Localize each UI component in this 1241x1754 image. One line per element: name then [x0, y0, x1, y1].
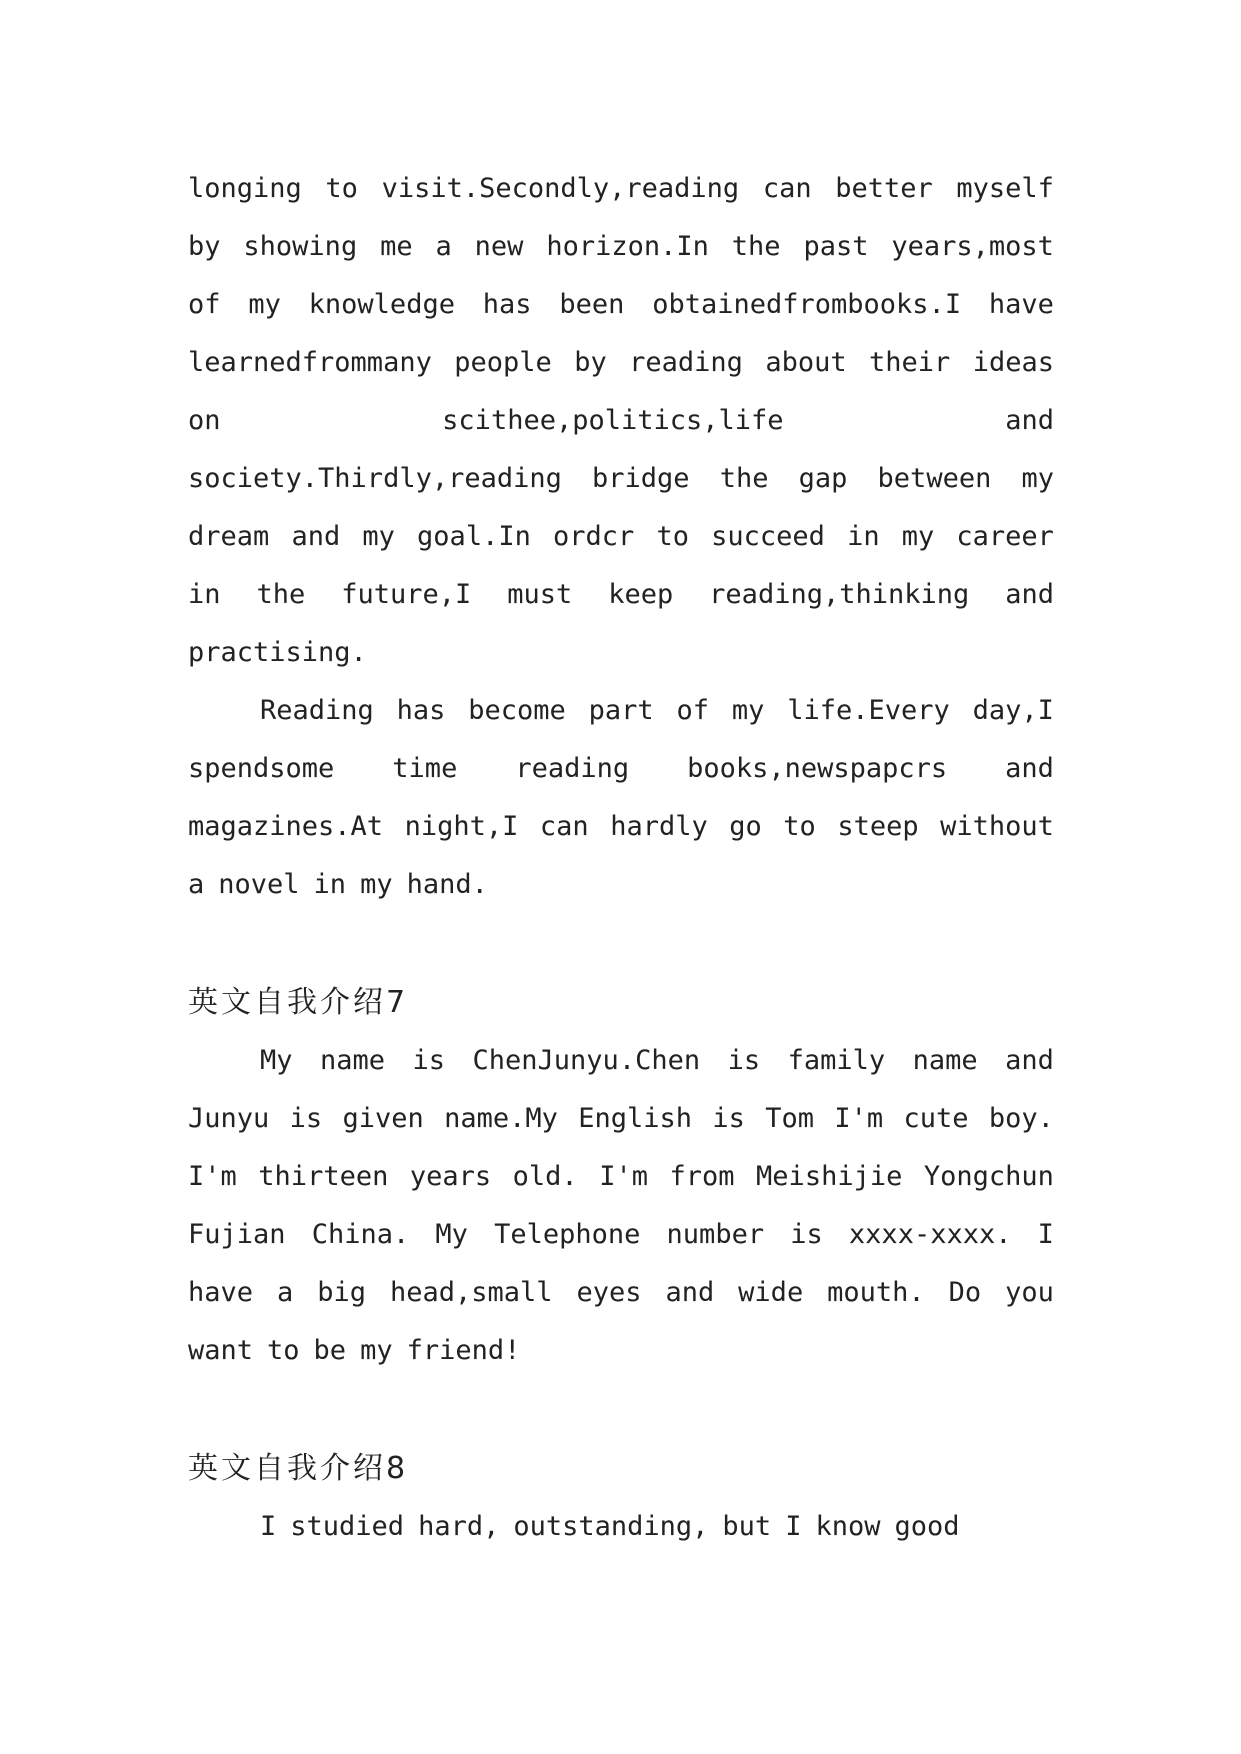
- word: can: [762, 173, 812, 204]
- word: years,most: [891, 231, 1054, 262]
- word: is: [790, 1219, 823, 1250]
- word: practising.: [188, 637, 367, 668]
- word: I'm: [188, 1161, 237, 1192]
- word: China.: [311, 1219, 410, 1250]
- word: go: [729, 811, 762, 842]
- word: years: [409, 1161, 492, 1192]
- word: and: [665, 1277, 715, 1308]
- word: reading,thinking: [709, 579, 970, 610]
- word: hard,: [418, 1511, 500, 1542]
- word: good: [894, 1511, 960, 1542]
- word: Telephone: [494, 1219, 641, 1250]
- document-body: [188, 160, 1054, 1556]
- word: by: [574, 347, 607, 378]
- word: I: [785, 1511, 802, 1542]
- word: want: [188, 1335, 254, 1366]
- text-line: [188, 566, 1054, 624]
- text-line: [188, 1498, 1054, 1556]
- word: in: [313, 869, 347, 900]
- word: hand.: [406, 869, 488, 900]
- word: I: [260, 1511, 277, 1542]
- text-line: [188, 334, 1054, 392]
- word: be: [313, 1335, 347, 1366]
- word: books,newspapcrs: [687, 753, 948, 784]
- text-line: [188, 740, 1054, 798]
- text-line: [188, 856, 1054, 914]
- word: to: [656, 521, 689, 552]
- word: dream: [188, 521, 270, 552]
- word: from: [669, 1161, 735, 1192]
- word: the: [731, 231, 781, 262]
- text-line: [188, 1090, 1054, 1148]
- word: night,I: [404, 811, 519, 842]
- paragraph: [188, 1032, 1054, 1380]
- word: life.Every: [787, 695, 950, 726]
- word: my: [360, 1335, 393, 1366]
- word: My: [435, 1219, 468, 1250]
- text-line: [188, 276, 1054, 334]
- word: name.My: [444, 1103, 558, 1134]
- word: is: [712, 1103, 745, 1134]
- section-spacer: [188, 1380, 1054, 1440]
- word: day,I: [972, 695, 1054, 726]
- word: a: [276, 1277, 294, 1308]
- word: and: [291, 521, 341, 552]
- word: and: [1005, 1045, 1054, 1076]
- word: my: [901, 521, 935, 552]
- word: to: [783, 811, 816, 842]
- text-line: [188, 508, 1054, 566]
- word: become: [468, 695, 566, 726]
- word: have: [188, 1277, 254, 1308]
- word: is: [412, 1045, 446, 1076]
- word: horizon.In: [546, 231, 709, 262]
- word: has: [482, 289, 532, 320]
- word: longing: [188, 173, 302, 204]
- word: Yongchun: [923, 1161, 1054, 1192]
- word: about: [765, 347, 847, 378]
- word: on: [188, 405, 221, 436]
- word: my: [362, 521, 395, 552]
- word: Reading: [260, 695, 374, 726]
- text-line: [188, 160, 1054, 218]
- word: the: [719, 463, 769, 494]
- word: career: [956, 521, 1054, 552]
- word: and: [1005, 753, 1054, 784]
- word: cute: [903, 1103, 969, 1134]
- word: spendsome: [188, 753, 335, 784]
- word: xxxx-xxxx.: [848, 1219, 1012, 1250]
- word: mouth.: [827, 1277, 925, 1308]
- text-line: [188, 1206, 1054, 1264]
- word: I'm: [599, 1161, 648, 1192]
- word: novel: [218, 869, 300, 900]
- word: past: [803, 231, 869, 262]
- text-line: [188, 450, 1054, 508]
- text-line: [188, 1264, 1054, 1322]
- word: the: [256, 579, 306, 610]
- word: my: [360, 869, 393, 900]
- paragraph: [188, 1498, 1054, 1556]
- word: friend!: [406, 1335, 521, 1366]
- text-line: [188, 218, 1054, 276]
- word: English: [578, 1103, 693, 1134]
- text-line: [188, 798, 1054, 856]
- word: magazines.At: [188, 811, 384, 842]
- word: of: [188, 289, 221, 320]
- word: between: [877, 463, 992, 494]
- word: must: [507, 579, 573, 610]
- text-line: [188, 1322, 1054, 1380]
- word: eyes: [576, 1277, 642, 1308]
- text-line: [188, 1032, 1054, 1090]
- text-line: [188, 392, 1054, 450]
- word: I: [1037, 1219, 1054, 1250]
- word: keep: [608, 579, 674, 610]
- word: my: [248, 289, 281, 320]
- word: new: [474, 231, 524, 262]
- word: but: [722, 1511, 772, 1542]
- word: My: [260, 1045, 293, 1076]
- word: ordcr: [553, 521, 635, 552]
- word: in: [847, 521, 880, 552]
- word: wide: [738, 1277, 804, 1308]
- word: myself: [956, 173, 1054, 204]
- section-heading: 英文自我介绍8: [188, 1451, 409, 1486]
- word: part: [588, 695, 654, 726]
- word: to: [325, 173, 358, 204]
- word: boy.: [988, 1103, 1054, 1134]
- word: is: [727, 1045, 761, 1076]
- word: my: [1021, 463, 1054, 494]
- word: ideas: [972, 347, 1054, 378]
- word: Meishijie: [756, 1161, 903, 1192]
- text-line: [188, 682, 1054, 740]
- word: learnedfrommany: [188, 347, 432, 378]
- word: visit.Secondly,reading: [381, 173, 740, 204]
- word: gap: [798, 463, 848, 494]
- section-heading: 英文自我介绍7: [188, 985, 409, 1020]
- word: showing: [243, 231, 358, 262]
- word: been: [559, 289, 625, 320]
- word: name: [912, 1045, 978, 1076]
- word: in: [188, 579, 221, 610]
- word: succeed: [711, 521, 825, 552]
- text-line: [188, 1148, 1054, 1206]
- word: I'm: [834, 1103, 884, 1134]
- word: Do: [948, 1277, 982, 1308]
- word: a: [435, 231, 452, 262]
- word: steep: [837, 811, 919, 842]
- word: of: [676, 695, 710, 726]
- word: have: [988, 289, 1054, 320]
- word: reading: [515, 753, 630, 784]
- word: can: [539, 811, 589, 842]
- word: and: [1005, 405, 1054, 436]
- paragraph: [188, 160, 1054, 682]
- word: Tom: [765, 1103, 815, 1134]
- word: studied: [290, 1511, 405, 1542]
- word: goal.In: [417, 521, 531, 552]
- word: has: [396, 695, 446, 726]
- word: me: [380, 231, 413, 262]
- word: knowledge: [308, 289, 455, 320]
- word: bridge: [592, 463, 690, 494]
- word: thirteen: [258, 1161, 389, 1192]
- word: obtainedfrombooks.I: [652, 289, 962, 320]
- word: ChenJunyu.Chen: [472, 1045, 701, 1076]
- word: old.: [512, 1161, 578, 1192]
- word: without: [940, 811, 1054, 842]
- word: better: [835, 173, 933, 204]
- word: scithee,politics,life: [442, 405, 784, 436]
- word: a: [188, 869, 205, 900]
- word: my: [731, 695, 765, 726]
- word: people: [454, 347, 552, 378]
- word: is: [289, 1103, 323, 1134]
- word: to: [267, 1335, 300, 1366]
- word: name: [320, 1045, 386, 1076]
- word: time: [392, 753, 458, 784]
- word: future,I: [341, 579, 472, 610]
- word: big: [317, 1277, 366, 1308]
- word: hardly: [610, 811, 708, 842]
- word: family: [787, 1045, 886, 1076]
- word: by: [188, 231, 221, 262]
- text-line: [188, 624, 1054, 682]
- word: number: [666, 1219, 765, 1250]
- word: reading: [629, 347, 743, 378]
- section-spacer: [188, 914, 1054, 974]
- word: society.Thirdly,reading: [188, 463, 562, 494]
- word: given: [342, 1103, 424, 1134]
- word: you: [1005, 1277, 1054, 1308]
- word: outstanding,: [513, 1511, 709, 1542]
- paragraph: [188, 682, 1054, 914]
- word: their: [869, 347, 951, 378]
- word: know: [815, 1511, 881, 1542]
- word: head,small: [389, 1277, 553, 1308]
- word: and: [1005, 579, 1054, 610]
- word: Fujian: [188, 1219, 286, 1250]
- word: Junyu: [188, 1103, 270, 1134]
